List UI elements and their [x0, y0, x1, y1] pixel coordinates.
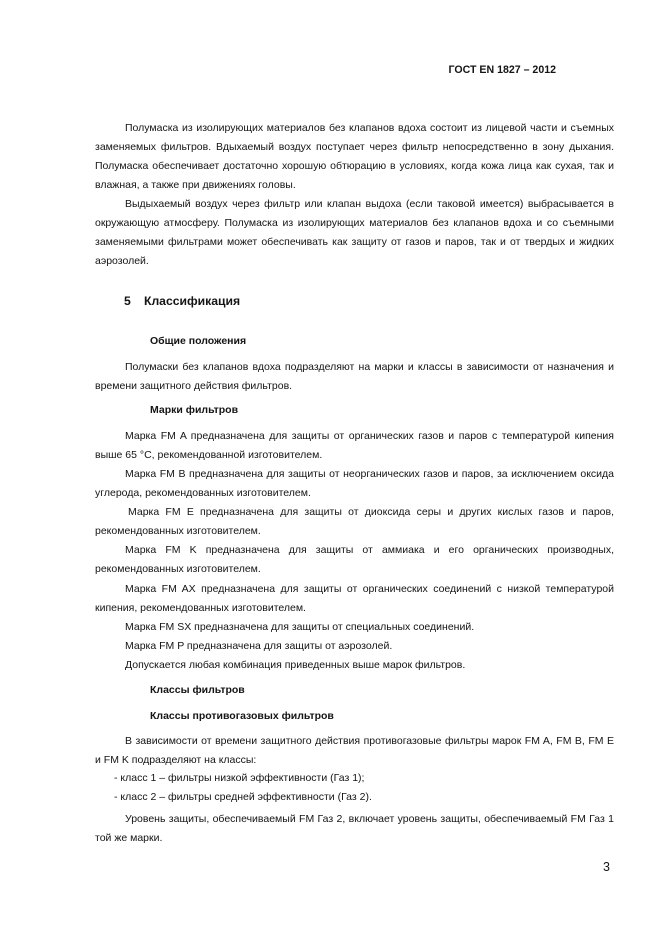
general-heading: Общие положения — [150, 335, 247, 347]
section-number: 5 — [124, 294, 131, 308]
mark-fm-e-text: Марка FM E предназначена для защиты от диоксида серы и других кислых газов и паров, рекомендованных изготовителем. — [95, 506, 614, 537]
mark-fm-p — [95, 637, 614, 656]
classes-intro — [95, 732, 614, 770]
gas-classes-heading: Классы противогазовых фильтров — [150, 710, 334, 722]
class-1-item: - класс 1 – фильтры низкой эффективности (Газ 1); — [114, 772, 365, 784]
mark-fm-sx — [95, 618, 614, 637]
class-2-item: - класс 2 – фильтры средней эффективности (Газ 2). — [114, 791, 372, 803]
mark-fm-b — [95, 465, 614, 503]
classes-intro-text: В зависимости от времени защитного действия противогазовые фильтры марок FM A, FM B, FM E и FM K подразделяют на классы: — [95, 735, 614, 766]
mark-fm-a — [95, 427, 614, 465]
mark-fm-a-text: Марка FM A предназначена для защиты от органических газов и паров с температурой кипения выше 65 °C, рекомендованной изготовителем. — [95, 430, 614, 461]
classes-note-text: Уровень защиты, обеспечиваемый FM Газ 2, включает уровень защиты, обеспечиваемый FM Газ 1 той же марки. — [95, 813, 614, 844]
classes-heading: Классы фильтров — [150, 684, 245, 696]
intro-paragraph-1 — [95, 119, 614, 195]
general-paragraph-text: Полумаски без клапанов вдоха подразделяют на марки и классы в зависимости от назначения и времени защитного действия фильтров. — [95, 361, 614, 392]
intro-paragraph-2 — [95, 195, 614, 271]
mark-fm-ax-text: Марка FM AX предназначена для защиты от органических соединений с низкой температурой кипения, рекомендованных изготовителем. — [95, 583, 614, 614]
marks-heading: Марки фильтров — [150, 404, 239, 416]
mark-fm-sx-text: Марка FM SX предназначена для защиты от специальных соединений. — [125, 621, 475, 633]
section-title: Классификация — [144, 294, 241, 308]
general-paragraph — [95, 358, 614, 396]
section-heading — [124, 294, 240, 308]
intro-paragraph-1-text: Полумаска из изолирующих материалов без клапанов вдоха состоит из лицевой части и съемных заменяемых фильтров. Вдыхаемый воздух поступает через фильтр непосредственно в зону дыхания. Полумаска обеспечивает достаточно хорошую обтюрацию в условиях, когда кожа лица как сухая, так и влажная, а также при движениях головы. — [95, 122, 614, 191]
mark-fm-ax — [95, 580, 614, 618]
document-header: ГОСТ EN 1827 – 2012 — [448, 64, 556, 76]
intro-paragraph-2-text: Выдыхаемый воздух через фильтр или клапан выдоха (если таковой имеется) выбрасывается в окружающую атмосферу. Полумаска из изолирующих материалов без клапанов вдоха и со съемными заменяемыми фильтрами может обеспечивать как защиту от газов и паров, так и от твердых и жидких аэрозолей. — [95, 198, 614, 267]
mark-fm-b-text: Марка FM B предназначена для защиты от неорганических газов и паров, за исключением оксида углерода, рекомендованных изготовителем. — [95, 468, 614, 499]
marks-combination — [95, 656, 614, 675]
mark-fm-e — [95, 503, 614, 541]
classes-note — [95, 810, 614, 848]
page-number: 3 — [603, 860, 610, 874]
mark-fm-p-text: Марка FM P предназначена для защиты от аэрозолей. — [125, 640, 393, 652]
mark-fm-k — [95, 541, 614, 579]
mark-fm-k-text: Марка FM K предназначена для защиты от аммиака и его органических производных, рекомендованных изготовителем. — [95, 544, 614, 575]
marks-combination-text: Допускается любая комбинация приведенных выше марок фильтров. — [125, 659, 466, 671]
